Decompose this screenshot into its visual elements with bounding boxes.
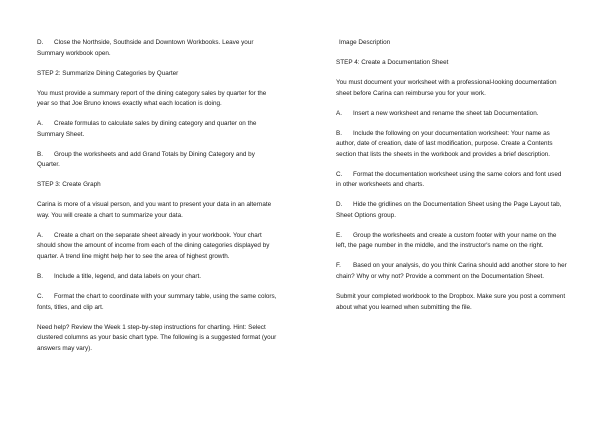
step4-d-paragraph (336, 200, 568, 221)
step-letter: B. (336, 129, 342, 137)
step-text: Include a title, legend, and data labels on your chart. (54, 273, 202, 281)
step-letter: B. (37, 150, 43, 158)
left-column (37, 38, 277, 364)
step-text: Based on your analysis, do you think Carina should add another store to her chain? Why or why not? Provide a comment on the Documentation Sheet. (336, 262, 567, 281)
right-column (336, 38, 568, 323)
help-paragraph: Need help? Review the Week 1 step-by-step instructions for charting. Hint: Select clustered columns as your basic chart type. The following is a suggested format (your answers may vary). (37, 323, 277, 352)
step-letter: C. (336, 170, 343, 178)
step-letter: A. (336, 109, 342, 117)
step-text: Close the Northside, Southside and Downtown Workbooks. Leave your Summary workbook open. (37, 39, 254, 57)
step-letter: B. (37, 273, 43, 281)
step-letter: D. (336, 201, 343, 209)
step4-a-paragraph (336, 109, 568, 120)
submit-paragraph: Submit your completed workbook to the Dropbox. Make sure you post a comment about what you learned when submitting the file. (336, 293, 566, 311)
step3-intro: Carina is more of a visual person, and you want to present your data in an alternate way. You will create a chart to summarize your data. (37, 201, 272, 219)
step3-b-paragraph (37, 272, 277, 283)
step-letter: D. (37, 39, 44, 46)
step-text: Hide the gridlines on the Documentation Sheet using the Page Layout tab, Sheet Options group. (336, 201, 562, 219)
step4-f-paragraph (336, 261, 568, 282)
step-text: Format the chart to coordinate with your summary table, using the same colors, fonts, titles, and clip art. (37, 293, 277, 311)
step-text: Insert a new worksheet and rename the sheet tab Documentation. (353, 109, 539, 117)
step4-b-paragraph (336, 129, 568, 161)
step-letter: C. (37, 293, 44, 301)
step3-a-paragraph (37, 231, 277, 263)
step-text: Group the worksheets and create a custom footer with your name on the left, the page number in the middle, and the instructor's name on the right. (336, 231, 557, 250)
step2-heading: STEP 2: Summarize Dining Categories by Quarter (37, 69, 179, 77)
step-letter: A. (37, 231, 43, 239)
step4-heading: STEP 4: Create a Documentation Sheet (336, 58, 449, 66)
step-letter: A. (37, 120, 43, 128)
step2-b-paragraph (37, 150, 277, 171)
step-text: Include the following on your documentation worksheet: Your name as author, date of creation, date of last modification, purpose. Create a Contents section that lists the sheets in the workbook and provides a brief description. (336, 129, 553, 158)
step-text: Create formulas to calculate sales by dining category and quarter on the Summary Sheet. (37, 120, 257, 138)
step-letter: F. (336, 262, 341, 270)
step4-intro: You must document your worksheet with a professional-looking documentation sheet before Carina can reimburse you for your work. (336, 78, 557, 97)
step-letter: E. (336, 231, 342, 239)
step4-c-paragraph (336, 170, 568, 191)
step3-c-paragraph (37, 292, 277, 313)
step-text: Format the documentation worksheet using the same colors and font used in other worksheets and charts. (336, 170, 562, 189)
step-text: Group the worksheets and add Grand Totals by Dining Category and by Quarter. (37, 150, 255, 169)
step4-e-paragraph (336, 231, 568, 252)
image-description-label: Image Description (339, 39, 391, 46)
step3-heading: STEP 3: Create Graph (37, 181, 101, 189)
step-text: Create a chart on the separate sheet already in your workbook. Your chart should show the amount of income from each of the dining categories displayed by quarter. A trend line might help her to see the area of highest growth. (37, 231, 270, 261)
step2-a-paragraph (37, 119, 277, 140)
step-d-paragraph (37, 38, 277, 59)
step2-intro: You must provide a summary report of the dining category sales by quarter for the year so that Joe Bruno knows exactly what each location is doing. (37, 89, 267, 108)
